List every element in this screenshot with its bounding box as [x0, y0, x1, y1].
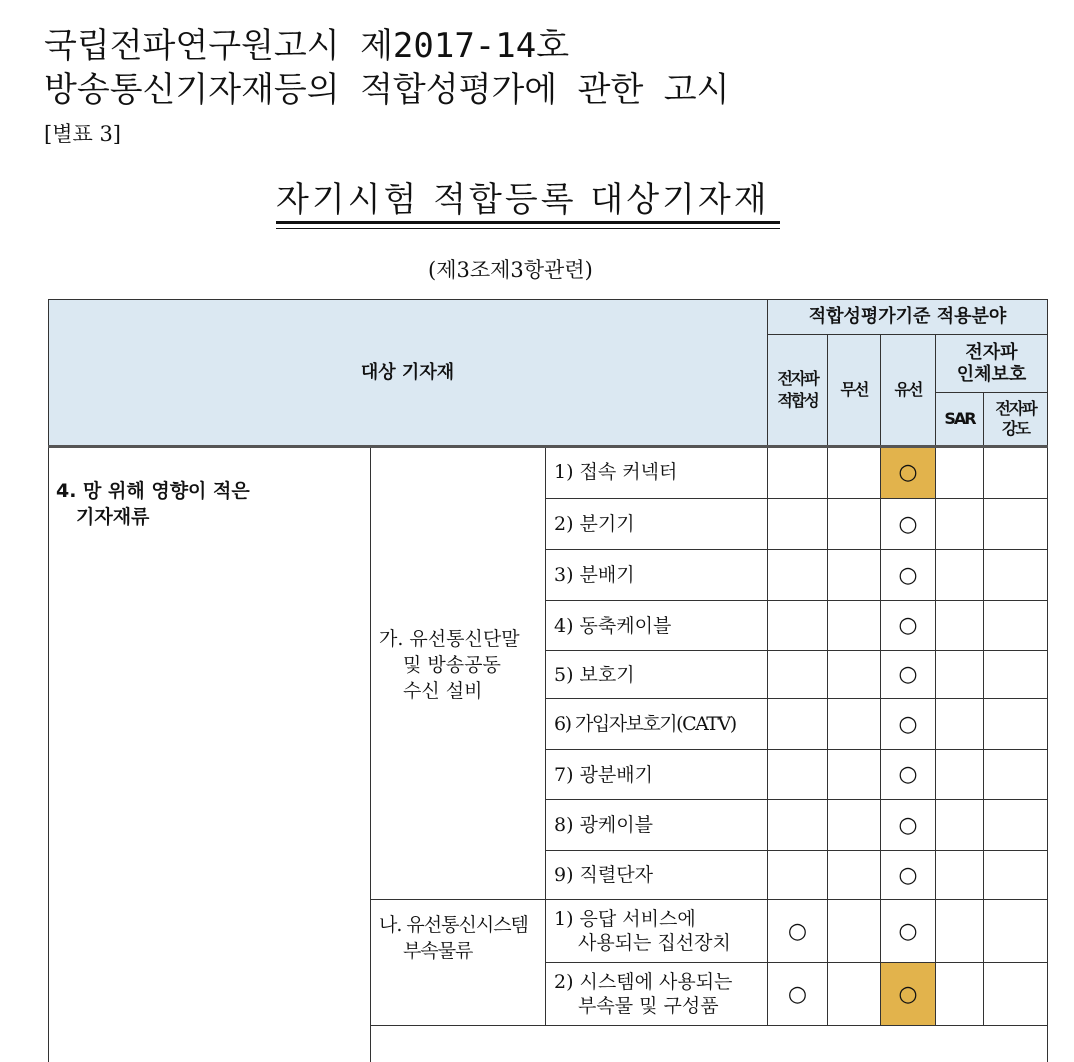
applicability-cell-sar: [936, 963, 984, 1026]
applicable-mark: ○: [898, 981, 918, 1007]
applicability-cell-sar: [936, 601, 984, 651]
applicability-cell-sar: [936, 550, 984, 601]
item-name-line1: 5) 보호기: [554, 663, 635, 686]
item-name-cell: [546, 446, 768, 499]
applicability-cell-sar: [936, 800, 984, 851]
item-name-line1: 3) 분배기: [554, 564, 635, 586]
applicability-cell-emc: [768, 851, 828, 900]
applicability-cell-sar: [936, 699, 984, 750]
applicability-cell-wired: [881, 750, 936, 800]
empty-row: [371, 1026, 1048, 1062]
item-name-line2: 사용되는 집선장치: [578, 932, 731, 954]
header-standard-label: 적합성평가기준 적용분야: [808, 306, 1007, 327]
applicability-cell-sar: [936, 651, 984, 699]
item-name: [554, 763, 653, 787]
applicability-cell-radio: [828, 499, 881, 550]
applicable-mark: ○: [898, 711, 918, 737]
item-name: [554, 970, 732, 1018]
applicability-cell-sar: [936, 750, 984, 800]
applicability-cell-emc: [768, 601, 828, 651]
applicability-cell-wired: [881, 963, 936, 1026]
item-name-cell: [546, 601, 768, 651]
item-name-line2: 부속물 및 구성품: [578, 995, 719, 1017]
notice-number: 국립전파연구원고시 제2017-14호: [44, 26, 570, 66]
applicable-mark: ○: [787, 918, 808, 944]
applicability-cell-sar: [936, 851, 984, 900]
item-name-cell: [546, 800, 768, 851]
header-human-line2: 인체보호: [956, 363, 1027, 385]
header-strength-line1: 전자파: [995, 399, 1036, 418]
applicable-mark: ○: [898, 511, 918, 537]
header-human-line1: 전자파: [965, 341, 1018, 363]
annex-label: [별표 3]: [44, 122, 121, 146]
title-underline-thin: [276, 228, 780, 229]
notice-name: 방송통신기자재등의 적합성평가에 관한 고시: [44, 70, 730, 110]
item-name-line1: 9) 직렬단자: [554, 864, 653, 886]
applicability-cell-strength: [984, 900, 1048, 963]
applicability-cell-radio: [828, 446, 881, 499]
applicability-cell-emc: [768, 900, 828, 963]
applicability-cell-sar: [936, 900, 984, 963]
item-name-cell: [546, 651, 768, 699]
header-sar-label: SAR: [944, 409, 975, 428]
applicability-cell-radio: [828, 800, 881, 851]
category-line1: 4. 망 위해 영향이 적은: [56, 480, 250, 502]
header-wired-label: 유선: [894, 380, 922, 399]
group-line1: 나. 유선통신시스템: [379, 914, 528, 936]
group-line3: 수신 설비: [403, 680, 483, 702]
item-name: [554, 614, 671, 638]
item-name-cell: [546, 750, 768, 800]
header-standard-group: [768, 299, 1048, 335]
page-title: 자기시험 적합등록 대상기자재: [276, 180, 770, 220]
applicability-cell-strength: [984, 851, 1048, 900]
item-name: [554, 813, 653, 837]
applicability-cell-radio: [828, 963, 881, 1026]
applicability-cell-wired: [881, 699, 936, 750]
header-sar: [936, 393, 984, 446]
header-target-label: 대상 기자재: [360, 361, 455, 383]
header-field-strength: [984, 393, 1048, 446]
page-subtitle: (제3조제3항관련): [428, 258, 593, 282]
applicability-cell-strength: [984, 699, 1048, 750]
title-underline: [276, 221, 780, 224]
applicable-mark: ○: [898, 762, 918, 787]
item-name: [554, 460, 677, 484]
header-radio: [828, 335, 881, 446]
applicability-cell-radio: [828, 900, 881, 963]
applicability-cell-emc: [768, 651, 828, 699]
applicability-cell-strength: [984, 963, 1048, 1026]
item-name-cell: [546, 699, 768, 750]
item-name: [554, 563, 635, 587]
applicability-cell-radio: [828, 550, 881, 601]
group-line2: 및 방송공동: [403, 654, 501, 676]
item-name-line1: 1) 응답 서비스에: [554, 908, 696, 930]
item-name-line1: 7) 광분배기: [554, 763, 653, 786]
applicability-cell-sar: [936, 446, 984, 499]
header-target-equipment: [48, 299, 768, 446]
applicability-cell-wired: [881, 851, 936, 900]
applicable-mark: ○: [898, 812, 918, 838]
category-line2: 기자재류: [76, 506, 150, 528]
item-name: [554, 512, 635, 536]
item-name-cell: [546, 499, 768, 550]
applicability-cell-emc: [768, 499, 828, 550]
applicable-mark: ○: [898, 562, 918, 588]
group-cell-wired-terminal: [371, 446, 546, 900]
applicability-cell-wired: [881, 499, 936, 550]
applicability-cell-strength: [984, 800, 1048, 851]
item-name-cell: [546, 963, 768, 1026]
applicability-cell-strength: [984, 750, 1048, 800]
item-name-line1: 1) 접속 커넥터: [554, 461, 678, 483]
applicability-cell-strength: [984, 601, 1048, 651]
applicability-cell-wired: [881, 446, 936, 499]
group-text: [379, 912, 528, 964]
applicable-mark: ○: [898, 613, 918, 638]
applicability-cell-radio: [828, 651, 881, 699]
category-text: [56, 478, 250, 530]
applicable-mark: ○: [898, 662, 918, 687]
document-header: [44, 24, 729, 112]
header-separator: [48, 445, 1048, 448]
header-wired: [881, 335, 936, 446]
applicability-cell-strength: [984, 446, 1048, 499]
applicability-cell-emc: [768, 963, 828, 1026]
applicable-mark: ○: [898, 862, 918, 888]
header-human-protection: [936, 335, 1048, 393]
group-cell-system-accessories: [371, 900, 546, 1026]
applicability-cell-sar: [936, 499, 984, 550]
header-radio-label: 무선: [840, 380, 868, 399]
applicability-cell-emc: [768, 800, 828, 851]
item-name-cell: [546, 900, 768, 963]
applicability-cell-radio: [828, 851, 881, 900]
item-name-cell: [546, 851, 768, 900]
header-strength-line2: 강도: [1002, 419, 1029, 438]
applicability-cell-radio: [828, 750, 881, 800]
item-name-line1: 6) 가입자보호기(CATV): [554, 713, 736, 735]
item-name-line1: 8) 광케이블: [554, 814, 653, 836]
item-name-line1: 2) 분기기: [554, 513, 635, 535]
item-name: [554, 907, 731, 955]
applicability-cell-strength: [984, 499, 1048, 550]
category-cell: [48, 446, 371, 1062]
header-emc: [768, 335, 828, 446]
applicability-cell-wired: [881, 900, 936, 963]
applicability-cell-strength: [984, 550, 1048, 601]
applicability-cell-wired: [881, 800, 936, 851]
group-text: [379, 626, 520, 704]
header-emc-line2: 적합성: [777, 391, 818, 410]
applicability-cell-emc: [768, 750, 828, 800]
applicability-cell-radio: [828, 601, 881, 651]
applicability-cell-strength: [984, 651, 1048, 699]
applicability-cell-wired: [881, 651, 936, 699]
group-line2: 부속물류: [403, 940, 473, 962]
applicable-mark: ○: [898, 918, 918, 944]
applicability-cell-emc: [768, 699, 828, 750]
applicable-mark: ○: [787, 981, 808, 1007]
applicability-cell-emc: [768, 550, 828, 601]
group-line1: 가. 유선통신단말: [379, 628, 520, 650]
item-name: [554, 663, 635, 687]
applicability-cell-emc: [768, 446, 828, 499]
applicability-cell-radio: [828, 699, 881, 750]
applicability-cell-wired: [881, 550, 936, 601]
applicability-cell-wired: [881, 601, 936, 651]
applicable-mark: ○: [898, 459, 918, 485]
item-name-cell: [546, 550, 768, 601]
item-name: [554, 712, 736, 736]
header-emc-line1: 전자파: [777, 369, 818, 388]
item-name-line1: 2) 시스템에 사용되는: [554, 971, 733, 993]
item-name-line1: 4) 동축케이블: [554, 614, 672, 637]
item-name: [554, 863, 653, 887]
